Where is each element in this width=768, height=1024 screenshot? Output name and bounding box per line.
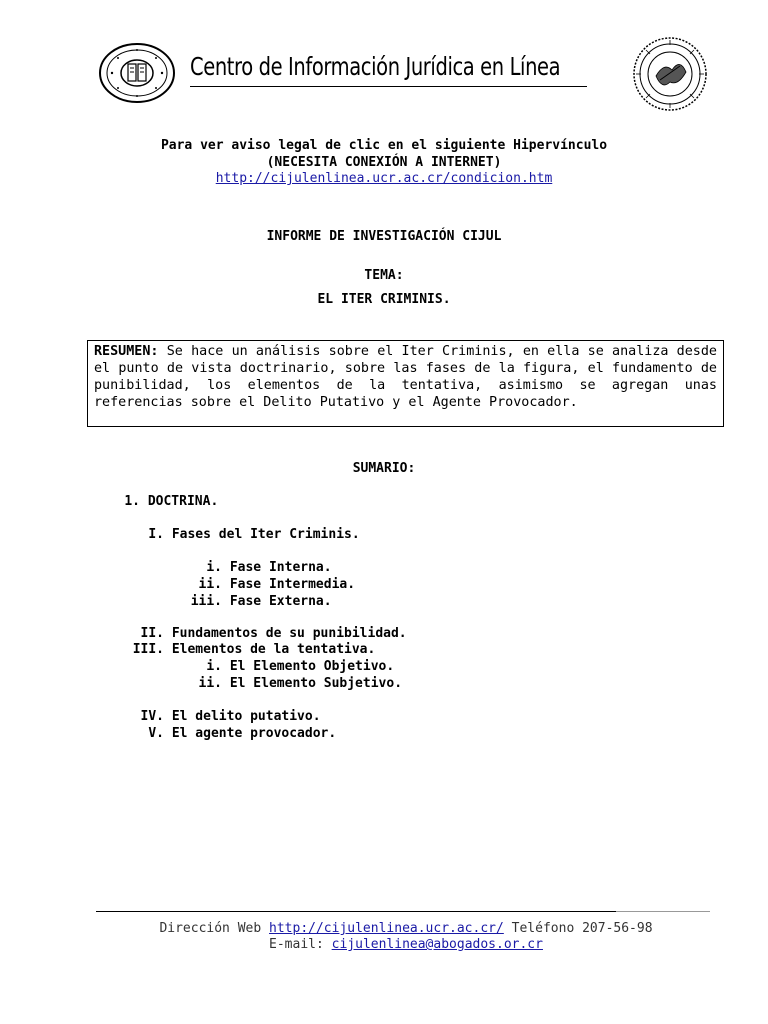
legal-notice-line: Para ver aviso legal de clic en el siguiente Hipervínculo (160, 138, 608, 153)
sumario-item: ii. Fase Intermedia. (198, 577, 356, 592)
sumario-item: II. Fundamentos de su punibilidad. (140, 626, 407, 641)
sumario-item: iii. Fase Externa. (190, 594, 332, 609)
colegio-abogados-seal (98, 42, 176, 104)
sumario-item: i. El Elemento Objetivo. (206, 659, 395, 674)
connection-required-note: (NECESITA CONEXIÓN A INTERNET) (266, 155, 502, 170)
footer-email-label: E-mail: (269, 937, 324, 952)
sumario-item: IV. El delito putativo. (140, 709, 321, 724)
tema-title: EL ITER CRIMINIS. (317, 292, 451, 307)
sumario-item: III. Elementos de la tentativa. (132, 642, 376, 657)
footer-phone: Teléfono 207-56-98 (511, 921, 653, 936)
resumen-label: RESUMEN: (94, 344, 159, 359)
header-title: Centro de Información Jurídica en Línea (190, 52, 561, 81)
university-seal (628, 36, 712, 112)
footer-divider-extension (616, 911, 710, 912)
header-underline (190, 86, 587, 87)
tema-label: TEMA: (364, 268, 404, 283)
sumario-heading: SUMARIO: (352, 461, 416, 476)
report-heading: INFORME DE INVESTIGACIÓN CIJUL (266, 229, 502, 244)
footer-email-line (0, 937, 768, 952)
resumen-box (87, 340, 724, 427)
legal-notice-link[interactable]: http://cijulenlinea.ucr.ac.cr/condicion.htm (215, 171, 553, 186)
sumario-item: i. Fase Interna. (206, 560, 332, 575)
footer-web-label: Dirección Web (159, 921, 262, 936)
resumen-text: Se hace un análisis sobre el Iter Criminis, en ella se analiza desde el punto de vista doctrinario, sobre las fases de la figura, el fundamento de punibilidad, los elementos de la tentativa, asimismo se agregan unas referencias sobre el Delito Putativo y el Agente Provocador. (94, 344, 717, 410)
footer-divider (96, 911, 616, 912)
footer-web-line (0, 921, 768, 936)
sumario-item: V. El agente provocador. (148, 726, 337, 741)
sumario-item: ii. El Elemento Subjetivo. (198, 676, 403, 691)
footer-web-link[interactable]: http://cijulenlinea.ucr.ac.cr/ (269, 921, 504, 936)
footer-email-link[interactable]: cijulenlinea@abogados.or.cr (331, 937, 543, 952)
sumario-item: 1. DOCTRINA. (124, 494, 219, 509)
sumario-item: I. Fases del Iter Criminis. (148, 527, 360, 542)
